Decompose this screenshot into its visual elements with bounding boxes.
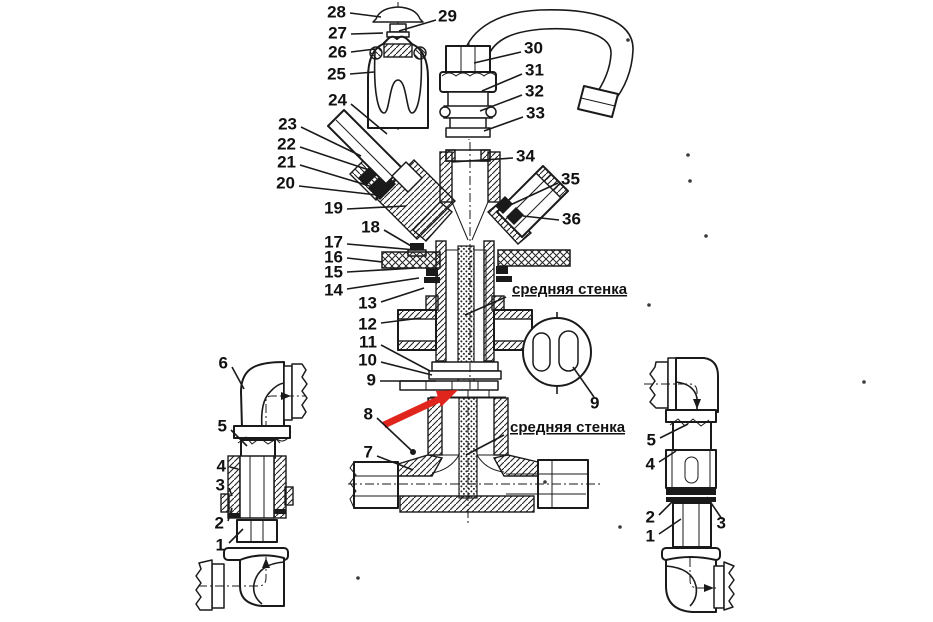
leader-line-f17 (347, 244, 416, 250)
handle-cap (373, 7, 423, 22)
tee-fitting (348, 390, 600, 523)
scan-speck-1 (686, 153, 690, 157)
part-label-f19: 19 (324, 198, 343, 218)
part-label-f35: 35 (561, 169, 580, 189)
part-label-f12: 12 (358, 314, 377, 334)
handle-assembly (368, 2, 428, 133)
leader-line-f28 (350, 13, 381, 17)
part-label-f28: 28 (327, 2, 346, 22)
ring-10 (429, 371, 501, 379)
part-label-f9d: 9 (590, 393, 600, 413)
part-label-f7: 7 (363, 442, 373, 462)
part-label-l2: 2 (214, 513, 224, 533)
leader-dot-f8 (410, 449, 416, 455)
coupling-wall-right (274, 456, 286, 518)
part-label-f20: 20 (276, 173, 295, 193)
leader-line-f14 (347, 278, 419, 289)
leader-line-r2 (659, 500, 674, 515)
part-label-f9: 9 (366, 370, 376, 390)
handle-screw (390, 24, 406, 32)
part-label-r5: 5 (646, 430, 656, 450)
scan-speck-5 (543, 480, 547, 484)
scan-speck-8 (862, 380, 866, 384)
part-label-r4: 4 (645, 454, 655, 474)
part-label-f29: 29 (438, 6, 457, 26)
part-label-r3: 3 (716, 513, 726, 533)
part-label-f33: 33 (526, 103, 545, 123)
annotation-middle-wall-0: средняя стенка (512, 281, 628, 298)
part-label-f10: 10 (358, 350, 377, 370)
part-label-f13: 13 (358, 293, 377, 313)
right-pipe-assembly (644, 358, 734, 612)
annotation-middle-wall-1: средняя стенка (510, 419, 626, 436)
ring-3-right (666, 489, 716, 495)
coupling-wall-left (228, 456, 240, 518)
part-label-l5: 5 (217, 416, 227, 436)
mounting-flange-right (498, 250, 570, 266)
part-label-f8: 8 (363, 404, 373, 424)
body-tube-wall-left (440, 152, 452, 202)
part-label-f31: 31 (525, 60, 544, 80)
leader-line-l6 (232, 367, 244, 389)
tee-left-outlet (354, 462, 398, 508)
part-label-l1: 1 (215, 535, 225, 555)
part-label-f23: 23 (278, 114, 297, 134)
part-label-f14: 14 (324, 280, 343, 300)
pipe-1-right (673, 503, 711, 547)
part-label-l6: 6 (218, 353, 228, 373)
part-label-f32: 32 (525, 81, 544, 101)
part-label-f16: 16 (324, 247, 343, 267)
leader-line-f16 (347, 258, 383, 262)
elbow-top-left (241, 362, 284, 430)
washer-9 (400, 381, 498, 390)
part-label-f18: 18 (361, 217, 380, 237)
spout-nut-stack (440, 42, 496, 140)
scan-speck-3 (704, 234, 708, 238)
red-pointer-arrow (384, 390, 458, 425)
part-label-f36: 36 (562, 209, 581, 229)
part-label-f25: 25 (327, 64, 346, 84)
scan-speck-2 (688, 179, 692, 183)
part-label-f21: 21 (277, 152, 296, 172)
part-label-f30: 30 (524, 38, 543, 58)
mounting-flange-left (382, 252, 440, 268)
part-label-f27: 27 (328, 23, 347, 43)
part-label-f26: 26 (328, 42, 347, 62)
part-label-r2: 2 (645, 507, 655, 527)
coupling-4-right (666, 450, 716, 488)
pipe-5-right (673, 422, 711, 450)
leader-line-f27 (351, 33, 383, 34)
section-detail-circle (523, 312, 591, 394)
scan-speck-6 (618, 525, 622, 529)
leader-line-f33 (484, 117, 523, 131)
part-label-f17: 17 (324, 232, 343, 252)
scan-speck-7 (356, 576, 360, 580)
o-ring-band (444, 106, 492, 118)
left-pipe-assembly (196, 362, 307, 610)
part-label-f11: 11 (359, 332, 377, 352)
hex-nut (446, 46, 490, 72)
part-label-f15: 15 (324, 262, 343, 282)
part-label-f22: 22 (277, 134, 296, 154)
leader-line-f13 (381, 288, 424, 302)
part-label-r1: 1 (645, 526, 655, 546)
part-label-l3: 3 (215, 475, 225, 495)
scan-speck-4 (647, 303, 651, 307)
union-nut-1 (237, 520, 277, 542)
part-label-l4: 4 (216, 456, 226, 476)
scan-speck-0 (626, 38, 630, 42)
tee-right-outlet (538, 460, 588, 508)
ring-11 (432, 362, 498, 371)
part-label-f34: 34 (516, 146, 535, 166)
part-label-f24: 24 (328, 90, 347, 110)
